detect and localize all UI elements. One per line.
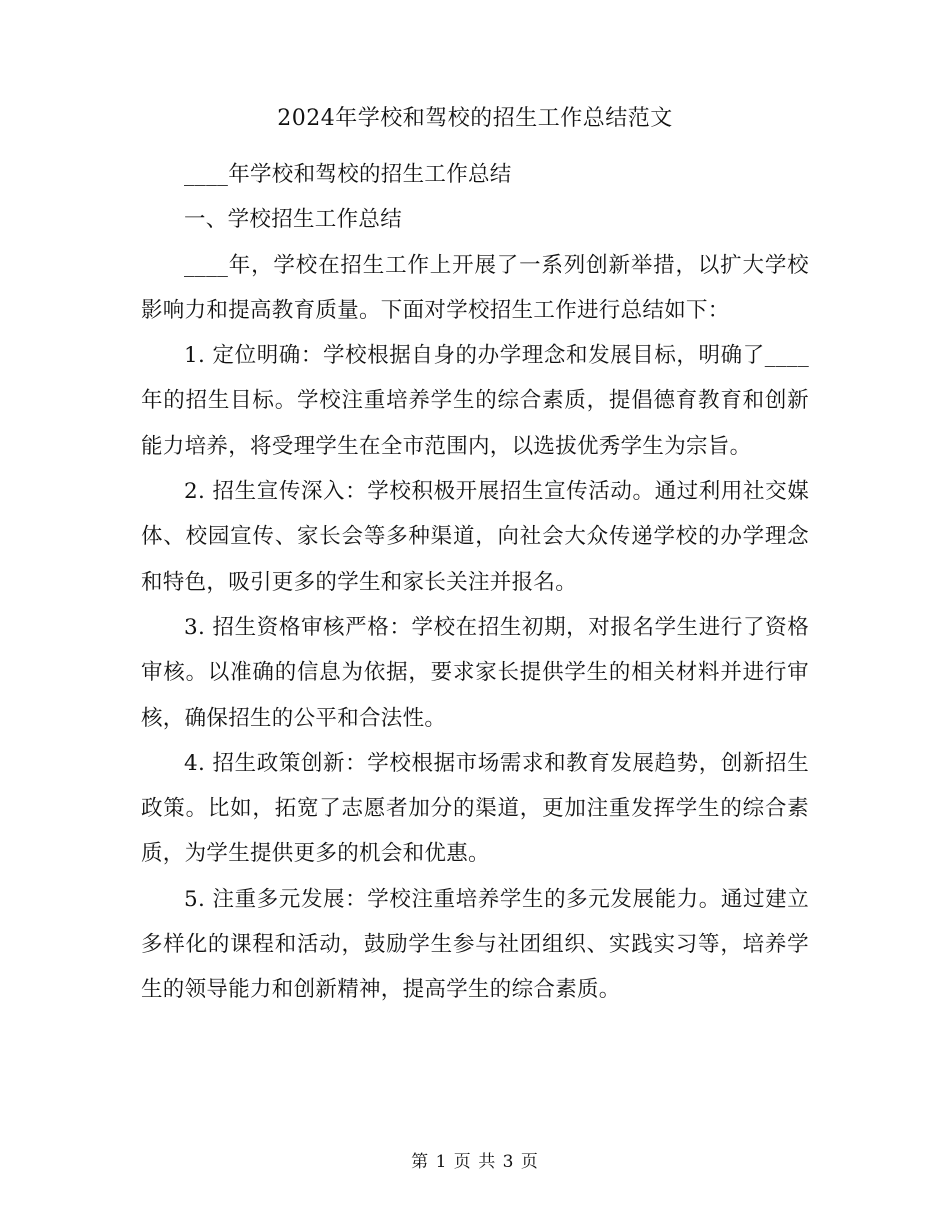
paragraph-intro: ____年，学校在招生工作上开展了一系列创新举措，以扩大学校影响力和提高教育质量。下面对学校招生工作进行总结如下：	[141, 252, 809, 323]
paragraph-item-3: 3. 招生资格审核严格：学校在招生初期，对报名学生进行了资格审核。以准确的信息为依据，要求家长提供学生的相关材料并进行审核，确保招生的公平和合法性。	[141, 614, 809, 731]
paragraph-item-2: 2. 招生宣传深入：学校积极开展招生宣传活动。通过利用社交媒体、校园宣传、家长会等多种渠道，向社会大众传递学校的办学理念和特色，吸引更多的学生和家长关注并报名。	[141, 479, 809, 595]
page-footer: 第 1 页 共 3 页	[411, 1152, 539, 1172]
paragraph-item-1: 1. 定位明确：学校根据自身的办学理念和发展目标，明确了____年的招生目标。学校注重培养学生的综合素质，提倡德育教育和创新能力培养，将受理学生在全市范围内，以选拔优秀学生为宗旨。	[141, 343, 809, 459]
paragraph-section-heading: 一、学校招生工作总结	[184, 207, 403, 233]
paragraph-item-4: 4. 招生政策创新：学校根据市场需求和教育发展趋势，创新招生政策。比如，拓宽了志愿者加分的渠道，更加注重发挥学生的综合素质，为学生提供更多的机会和优惠。	[141, 750, 809, 867]
paragraph-item-5: 5. 注重多元发展：学校注重培养学生的多元发展能力。通过建立多样化的课程和活动，鼓励学生参与社团组织、实践实习等，培养学生的领导能力和创新精神，提高学生的综合素质。	[141, 886, 809, 1003]
document-title: 2024年学校和驾校的招生工作总结范文	[277, 106, 673, 131]
document-body	[141, 152, 809, 1013]
paragraph-subtitle: ____年学校和驾校的招生工作总结	[184, 162, 512, 187]
